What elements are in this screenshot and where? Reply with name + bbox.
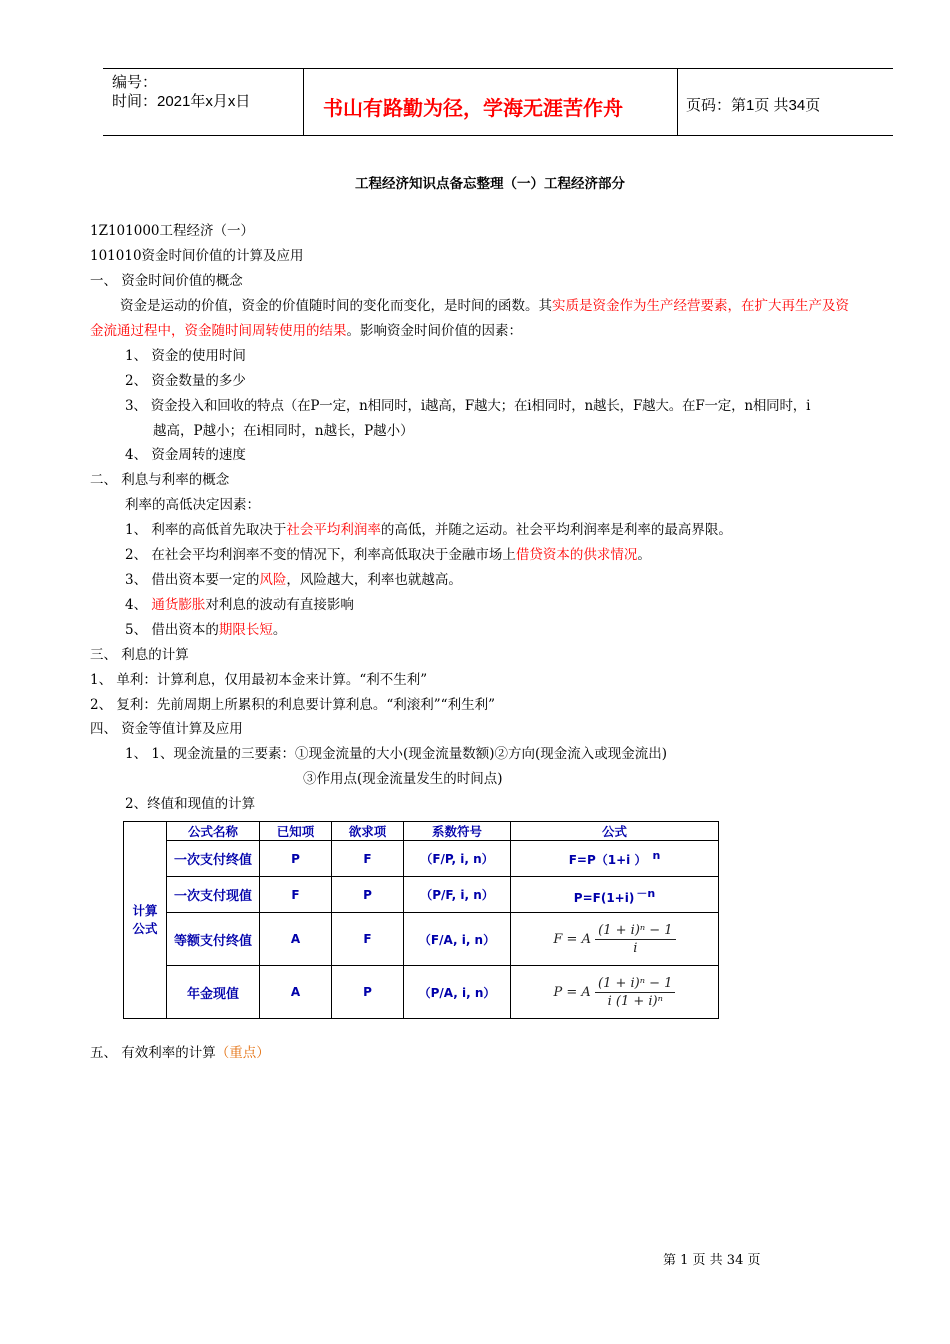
list-item: 3、 资金投入和回收的特点（在P一定，n相同时，i越高，F越大；在i相同时，n越长，F越大。在F一定，n相同时，i — [125, 398, 811, 414]
table-header-row — [124, 822, 719, 841]
list-item: 2、 在社会平均利润率不变的情况下，利率高低取决于金融市场上借贷资本的供求情况。 — [125, 547, 651, 563]
heading-1: 一、 资金时间价值的概念 — [90, 273, 243, 289]
table-row — [124, 913, 719, 966]
formula-name-cell: 年金现值 — [167, 966, 260, 1019]
side-label-text: 计算公式 — [132, 903, 158, 936]
list-item: 2、终值和现值的计算 — [125, 796, 256, 812]
list-item: 4、 资金周转的速度 — [125, 447, 246, 463]
list-item: 2、 资金数量的多少 — [125, 373, 246, 389]
formula-cell — [511, 841, 719, 877]
list-item-continued: ③作用点(现金流量发生的时间点) — [303, 771, 503, 787]
find-cell: F — [332, 913, 404, 966]
heading-4: 四、 资金等值计算及应用 — [90, 721, 243, 737]
header-bottom-rule — [103, 135, 893, 136]
heading-2: 二、 利息与利率的概念 — [90, 472, 230, 488]
paragraph-line: 资金是运动的价值，资金的价值随时间的变化而变化，是时间的函数。其实质是资金作为生产经营要素，在扩大再生产及资 — [120, 298, 849, 314]
list-item: 5、 借出资本的期限长短。 — [125, 622, 287, 638]
formula-lhs: P = A — [553, 984, 591, 1000]
header-divider — [677, 68, 678, 136]
known-cell: P — [260, 841, 332, 877]
table-row — [124, 841, 719, 877]
time-label: 时间：2021年x月x日 — [112, 93, 251, 110]
header-cell: 公式 — [511, 822, 719, 841]
known-cell: A — [260, 913, 332, 966]
formula-name-cell: 一次支付现值 — [167, 877, 260, 913]
formula-cell — [511, 913, 719, 966]
list-item: 1、 资金的使用时间 — [125, 348, 246, 364]
formula-lhs: F = A — [553, 931, 591, 947]
formula-text: P=F(1+i) — [573, 890, 635, 905]
document-title: 工程经济知识点备忘整理（一）工程经济部分 — [355, 176, 625, 192]
subsection-title: 101010资金时间价值的计算及应用 — [90, 248, 304, 264]
page-indicator: 页码：第1页 共34页 — [686, 97, 821, 114]
formula-fraction — [595, 976, 675, 1009]
motto: 书山有路勤为径，学海无涯苦作舟 — [323, 96, 623, 120]
symbol-cell: （P/A, i, n） — [404, 966, 511, 1019]
formula-cell — [511, 966, 719, 1019]
page-footer: 第 1 页 共 34 页 — [663, 1253, 761, 1268]
header-cell: 欲求项 — [332, 822, 404, 841]
formula-exponent: －n — [636, 886, 656, 900]
find-cell: P — [332, 877, 404, 913]
list-item: 3、 借出资本要一定的风险，风险越大，利率也就越高。 — [125, 572, 462, 588]
fraction-denominator: i (1 + i)ⁿ — [607, 993, 663, 1009]
heading-5: 五、 有效利率的计算（重点） — [90, 1045, 270, 1061]
list-item: 1、 1、现金流量的三要素：①现金流量的大小(现金流量数额)②方向(现金流入或现金流出) — [125, 746, 668, 762]
symbol-cell: （F/A, i, n） — [404, 913, 511, 966]
table-row — [124, 877, 719, 913]
fraction-numerator: (1 + i)ⁿ − 1 — [595, 976, 675, 993]
formula-fraction — [595, 923, 675, 956]
side-label — [124, 822, 167, 1019]
header-cell: 已知项 — [260, 822, 332, 841]
formula-exponent: n — [652, 849, 661, 862]
fraction-numerator: (1 + i)ⁿ − 1 — [595, 923, 675, 940]
symbol-cell: （F/P, i, n） — [404, 841, 511, 877]
formula-name-cell: 等额支付终值 — [167, 913, 260, 966]
formula-table — [123, 821, 719, 1019]
formula-cell — [511, 877, 719, 913]
list-item: 2、 复利：先前周期上所累积的利息要计算利息。“利滚利”“利生利” — [90, 697, 495, 713]
list-item-continued: 越高，P越小；在i相同时，n越长，P越小） — [153, 423, 414, 439]
header-cell: 系数符号 — [404, 822, 511, 841]
table-row — [124, 966, 719, 1019]
fraction-denominator: i — [633, 940, 638, 956]
list-item: 1、 利率的高低首先取决于社会平均利润率的高低，并随之运动。社会平均利润率是利率的最高界限。 — [125, 522, 732, 538]
known-cell: F — [260, 877, 332, 913]
number-label: 编号： — [112, 74, 158, 91]
formula-text: F=P（1+i ） — [568, 853, 647, 867]
header-top-rule — [103, 68, 893, 69]
find-cell: P — [332, 966, 404, 1019]
symbol-cell: （P/F, i, n） — [404, 877, 511, 913]
paragraph-line: 金流通过程中，资金随时间周转使用的结果。影响资金时间价值的因素： — [90, 323, 522, 339]
formula-name-cell: 一次支付终值 — [167, 841, 260, 877]
header-divider — [303, 68, 304, 136]
paragraph-line: 利率的高低决定因素： — [125, 497, 260, 513]
find-cell: F — [332, 841, 404, 877]
list-item: 1、 单利：计算利息，仅用最初本金来计算。“利不生利” — [90, 672, 428, 688]
section-code: 1Z101000工程经济（一） — [90, 223, 255, 239]
list-item: 4、 通货膨胀对利息的波动有直接影响 — [125, 597, 354, 613]
known-cell: A — [260, 966, 332, 1019]
header-cell: 公式名称 — [167, 822, 260, 841]
heading-3: 三、 利息的计算 — [90, 647, 189, 663]
